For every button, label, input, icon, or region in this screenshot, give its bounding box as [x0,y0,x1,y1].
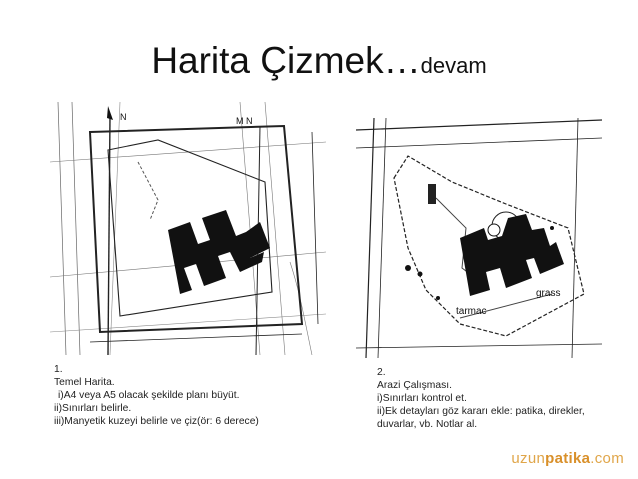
base-map-sketch [50,102,326,355]
caption1-line3: iii)Manyetik kuzeyi belirle ve çiz(ör: 6 derece) [54,416,259,427]
tarmac-label: tarmac [456,306,487,317]
title-sub: devam [420,53,487,78]
caption2-line1: i)Sınırları kontrol et. [377,393,467,404]
caption-base-map [54,363,324,428]
pole-marker [550,226,554,230]
brand-logo[interactable] [511,450,624,467]
pole-marker [436,296,440,300]
map1-magnetic-north-label: M N [236,116,253,126]
field-survey-sketch [356,118,602,358]
brand-bold: patika [545,450,591,467]
tree-marker [488,224,500,236]
pole-marker [418,272,423,277]
caption1-number: 1. [54,364,63,375]
building-footprint [460,214,564,296]
brand-prefix: uzun [511,450,546,467]
north-arrow-icon [107,106,113,120]
caption1-line2: ii)Sınırları belirle. [54,403,132,414]
slide-title [0,40,638,82]
caption-field-survey [377,366,617,431]
post-marker [428,184,436,204]
pole-marker [405,265,411,271]
caption2-line2: ii)Ek detayları göz kararı ekle: patika, direkler, duvarlar, vb. Notlar al. [377,406,585,430]
caption2-number: 2. [377,367,386,378]
brand-suffix: .com [590,450,624,467]
caption1-line1: i)A4 veya A5 olacak şekilde planı büyüt. [58,390,240,401]
building-footprint [168,210,270,294]
map1-north-label: N [120,112,127,122]
title-main: Harita Çizmek… [151,40,421,81]
caption1-heading: Temel Harita. [54,377,115,388]
caption2-heading: Arazi Çalışması. [377,380,452,391]
grass-label: grass [536,288,561,299]
